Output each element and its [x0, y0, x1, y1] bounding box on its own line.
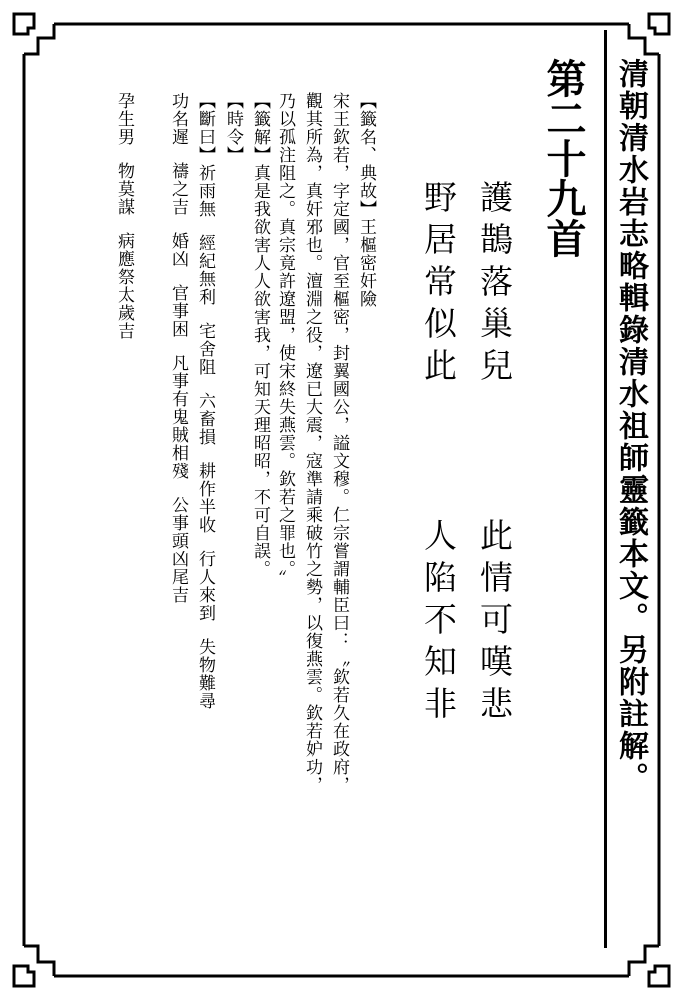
verdict-item: 凡事有鬼賊相殘 — [168, 354, 188, 480]
poem-line-1: 護鵲落巢兒 — [475, 180, 514, 390]
verdict-line-1 — [196, 92, 213, 710]
verdict-item: 功名遲 — [168, 92, 188, 146]
verdict-item: 行人來到 — [195, 550, 215, 622]
verdict-item: 孕生男 — [114, 92, 134, 146]
poem-number: 第二十九首 — [540, 58, 587, 258]
note-story-line-2: 觀其所為，真奸邪也。澶淵之役，遼已大震，寇準請乘破竹之勢，以復燕雲。欽若妒功， — [302, 92, 322, 794]
verdict-item: 婚凶 — [168, 232, 188, 268]
verdict-item: 失物難尋 — [195, 638, 215, 710]
verdict-item: 公事頭凶尾吉 — [168, 496, 188, 604]
verdict-line-2 — [169, 92, 186, 604]
verdict-item: 【斷曰】祈雨無 — [195, 92, 215, 218]
verdict-item: 官事困 — [168, 284, 188, 338]
note-story-line-3: 乃以孤注阻之。真宗竟許遼盟，使宋終失燕雲。欽若之罪也。〞 — [275, 92, 295, 588]
verdict-item: 物莫謀 — [114, 162, 134, 216]
note-interpretation: 【籤解】真是我欲害人人欲害我，可知天理昭昭，不可自誤。 — [250, 92, 270, 578]
verdict-line-3 — [115, 92, 132, 340]
verdict-item: 禱之吉 — [168, 162, 188, 216]
verdict-item: 耕作半收 — [195, 462, 215, 534]
series-title: 清朝清水岩志略輯錄清水祖師靈籤本文。另附註解。 — [613, 58, 648, 794]
note-story-line-1: 宋王欽若，字定國，官至樞密，封翼國公，謚文穆。仁宗嘗謂輔臣曰：〝欽若久在政府， — [329, 92, 349, 794]
poem-line-2: 野居常似此 — [419, 180, 458, 390]
note-season: 【時令】 — [223, 92, 243, 164]
verdict-item: 宅舍阻 — [195, 322, 215, 376]
poem-line-4: 人陷不知非 — [419, 518, 458, 728]
poem-line-3: 此情可嘆悲 — [475, 518, 514, 728]
verdict-item: 病應祭太歲吉 — [114, 232, 134, 340]
verdict-item: 經紀無利 — [195, 234, 215, 306]
verdict-item: 六畜損 — [195, 392, 215, 446]
note-title-line: 【籤名、典故】王樞密奸險 — [356, 92, 376, 308]
title-rule — [604, 30, 607, 948]
